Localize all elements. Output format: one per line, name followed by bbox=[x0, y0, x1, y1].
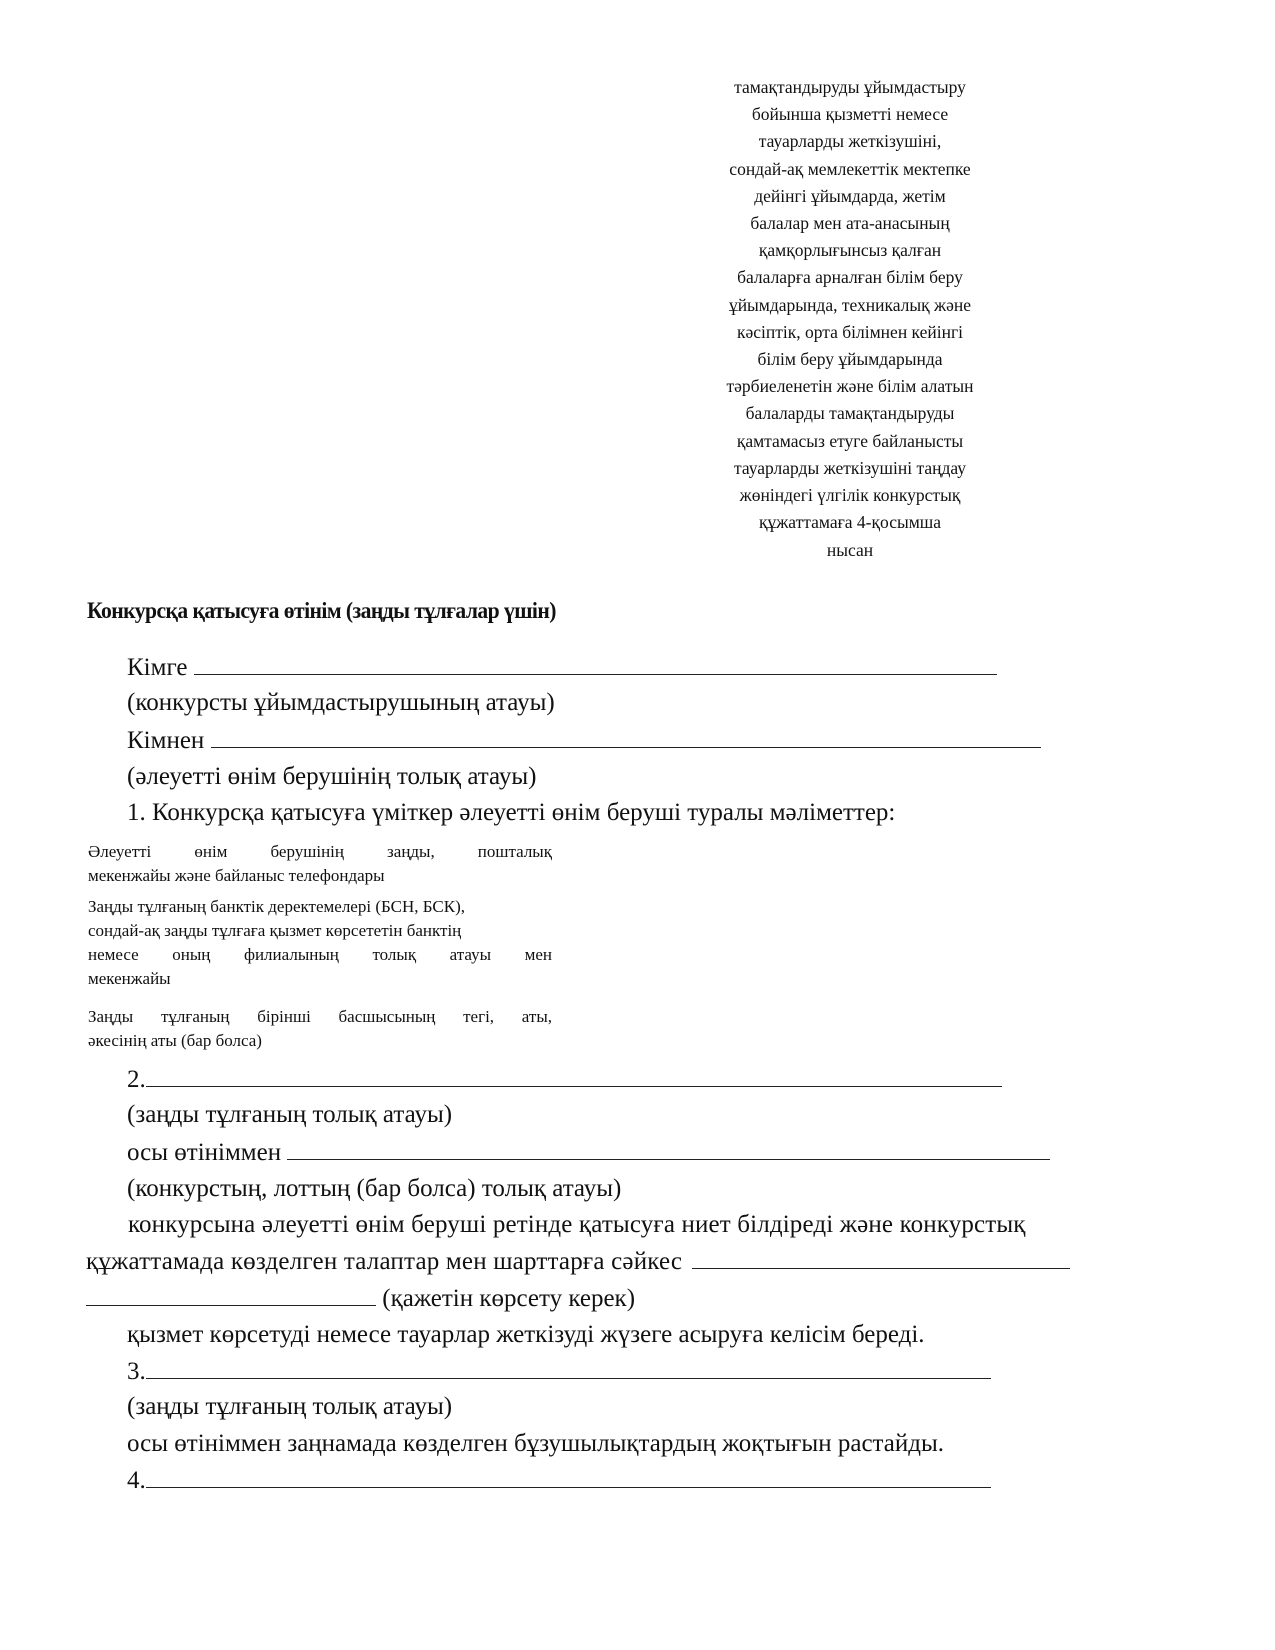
annex-note-line: қамқорлығынсыз қалған bbox=[758, 240, 942, 261]
section1-heading: 1. Конкурсқа қатысуға үміткер әлеуетті өнім беруші туралы мәліметтер: bbox=[127, 799, 896, 826]
section4-row bbox=[127, 1465, 991, 1496]
to-caption: (конкурсты ұйымдастырушының атауы) bbox=[127, 689, 555, 716]
from-caption: (әлеуетті өнім берушінің толық атауы) bbox=[127, 763, 537, 790]
section2-need-row bbox=[86, 1283, 635, 1314]
info-label-line: Заңды тұлғаның банктік деректемелері (БСН, БСК), bbox=[88, 897, 465, 916]
annex-note-line: білім беру ұйымдарында bbox=[757, 349, 943, 370]
section3-caption: (заңды тұлғаның толық атауы) bbox=[127, 1393, 453, 1420]
section2-text-line2: құжаттамада көзделген талаптар мен шарттарға сәйкес bbox=[86, 1248, 683, 1275]
section2-caption: (заңды тұлғаның толық атауы) bbox=[127, 1101, 453, 1128]
annex-note-line: балалар мен ата-анасының bbox=[750, 213, 950, 234]
info-label-line: мекенжайы bbox=[88, 969, 171, 988]
info-label-line: Әлеуетті өнім берушінің заңды, пошталық bbox=[88, 842, 552, 861]
section2-with-field[interactable] bbox=[287, 1137, 1050, 1160]
annex-note-line: тәрбиеленетін және білім алатын bbox=[726, 376, 974, 397]
info-label-line: Заңды тұлғаның бірінші басшысының тегі, аты, bbox=[88, 1007, 552, 1026]
annex-note-line: тауарларды жеткізушіні таңдау bbox=[733, 457, 966, 478]
info-label-line: әкесінің аты (бар болса) bbox=[88, 1031, 262, 1050]
annex-note-line: құжаттамаға 4-қосымша bbox=[758, 512, 942, 533]
section2-with-caption: (конкурстың, лоттың (бар болса) толық атауы) bbox=[127, 1175, 622, 1202]
from-row bbox=[127, 725, 1041, 756]
annex-note-line: дейінгі ұйымдарда, жетім bbox=[754, 185, 946, 206]
annex-note-line: жөніндегі үлгілік конкурстық bbox=[739, 485, 961, 506]
info-label-line: немесе оның филиалының толық атауы мен bbox=[88, 945, 552, 964]
annex-note-line: балаларға арналған білім беру bbox=[737, 267, 963, 288]
annex-note-line: кәсіптік, орта білімнен кейінгі bbox=[736, 321, 964, 342]
to-field[interactable] bbox=[194, 652, 997, 675]
section2-number: 2. bbox=[127, 1066, 146, 1093]
section2-with-row bbox=[127, 1137, 1050, 1168]
section2-text-line2-row bbox=[86, 1246, 1070, 1277]
section4-field[interactable] bbox=[146, 1465, 991, 1488]
info-row-address bbox=[88, 840, 552, 888]
section2-need-caption: (қажетін көрсету керек) bbox=[382, 1285, 636, 1312]
section2-field[interactable] bbox=[146, 1064, 1002, 1087]
section3-text: осы өтініммен заңнамада көзделген бұзушылықтардың жоқтығын растайды. bbox=[127, 1430, 945, 1457]
section2-text-line1: конкурсына әлеуетті өнім беруші ретінде қатысуға ниет білдіреді және конкурстық bbox=[128, 1211, 1026, 1238]
info-row-head-name bbox=[88, 1005, 552, 1053]
annex-note-line: сондай-ақ мемлекеттік мектепке bbox=[729, 158, 971, 179]
from-field[interactable] bbox=[211, 725, 1041, 748]
to-row bbox=[127, 652, 997, 683]
section2-with-label: осы өтініммен bbox=[127, 1139, 282, 1166]
section2-need-field2[interactable] bbox=[86, 1283, 376, 1306]
info-label-line: сондай-ақ заңды тұлғаға қызмет көрсететін банктің bbox=[88, 921, 462, 940]
from-label: Кімнен bbox=[127, 727, 205, 754]
section2-text-line3: қызмет көрсетуді немесе тауарлар жеткізуді жүзеге асыруға келісім береді. bbox=[127, 1321, 925, 1348]
info-label-line: мекенжайы және байланыс телефондары bbox=[88, 866, 385, 885]
info-row-bank-details bbox=[88, 895, 558, 991]
section3-field[interactable] bbox=[146, 1356, 991, 1379]
annex-note-line: тауарларды жеткізушіні, bbox=[758, 131, 942, 152]
annex-note-line: тамақтандыруды ұйымдастыру bbox=[734, 77, 966, 97]
annex-note-line: балаларды тамақтандыруды bbox=[745, 403, 955, 424]
form-label: нысан bbox=[826, 540, 874, 561]
annex-reference-note bbox=[700, 74, 1000, 565]
section2-need-field1[interactable] bbox=[692, 1246, 1070, 1269]
section3-number: 3. bbox=[127, 1358, 146, 1385]
page-title: Конкурсқа қатысуға өтінім (заңды тұлғалар үшін) bbox=[87, 598, 556, 623]
annex-note-line: бойынша қызметті немесе bbox=[751, 104, 949, 125]
section2-row bbox=[127, 1064, 1002, 1095]
section3-row bbox=[127, 1356, 991, 1387]
annex-note-line: қамтамасыз етуге байланысты bbox=[736, 430, 964, 451]
annex-note-line: ұйымдарында, техникалық және bbox=[728, 294, 972, 315]
to-label: Кімге bbox=[127, 654, 188, 681]
section4-number: 4. bbox=[127, 1467, 146, 1494]
